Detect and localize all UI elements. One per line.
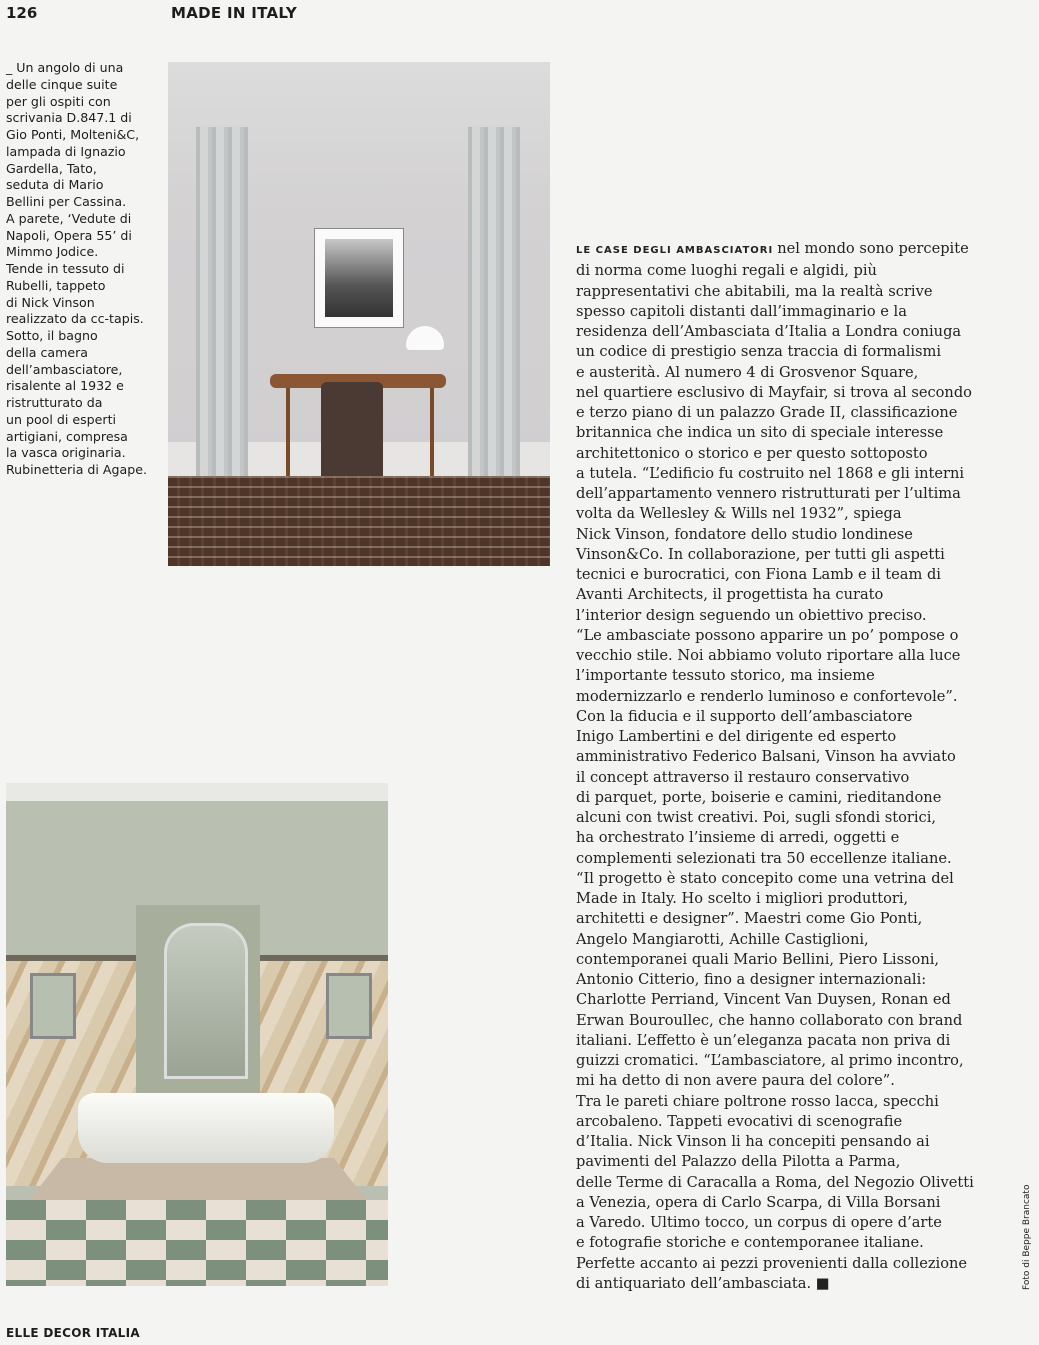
caption-line: risalente al 1932 e: [6, 378, 124, 394]
article-line: [576, 788, 976, 808]
article-line-text: delle Terme di Caracalla a Roma, del Negozio Olivetti: [576, 1173, 974, 1191]
article-line-text: vecchio stile. Noi abbiamo voluto riportare alla luce: [576, 647, 961, 664]
article-line-text: britannica che indica un sito di speciale interesse: [576, 424, 944, 442]
caption-line: per gli ospiti con: [6, 93, 111, 109]
ceiling: [6, 783, 388, 801]
article-line-text: Vinson&Co. In collaborazione, per tutti gli aspetti: [576, 545, 945, 563]
article-line-text: di parquet, porte, boiserie e camini, rieditandone: [576, 788, 942, 806]
article-line-text: residenza dell’Ambasciata d’Italia a Londra coniuga: [576, 323, 962, 340]
caption-line: seduta di Mario: [6, 177, 104, 193]
article-line-text: Erwan Bouroullec, che hanno collaborato con brand: [576, 1011, 963, 1029]
caption-line: artigiani, compresa: [6, 428, 128, 444]
caption-line: dell’ambasciatore,: [6, 361, 123, 377]
photo-ambassador-bathroom: [6, 783, 388, 1286]
rug: [168, 476, 550, 566]
tub-plinth: [28, 1158, 368, 1202]
caption-line: la vasca originaria.: [6, 445, 126, 461]
magazine-footer: ELLE DECOR ITALIA: [6, 1326, 140, 1340]
article-line: [576, 302, 976, 322]
article-line-text: italiani. L’effetto è un’eleganza pacata non priva di: [576, 1031, 951, 1049]
page-number: 126: [6, 4, 38, 22]
caption-line: Sotto, il bagno: [6, 328, 98, 343]
article-line: [576, 889, 976, 909]
article-line: [576, 1132, 976, 1152]
article-line-text: architetti e designer”. Maestri come Gio Ponti,: [576, 910, 923, 928]
article-line-text: architettonico o storico e per questo sottoposto: [576, 444, 928, 462]
article-line-text: “Il progetto è stato concepito come una vetrina del: [576, 869, 954, 887]
caption-line: delle cinque suite: [6, 76, 118, 92]
article-line-text: a tutela. “L’edificio fu costruito nel 1868 e gli interni: [576, 464, 965, 482]
caption-line: Mimmo Jodice.: [6, 244, 99, 260]
article-line: [576, 1071, 976, 1091]
article-line-text: Charlotte Perriand, Vincent Van Duysen, Ronan ed: [576, 991, 951, 1009]
article-line-text: “Le ambasciate possono apparire un po’ pompose o: [576, 626, 959, 644]
article-line-text: dell’appartamento vennero ristrutturati per l’ultima: [576, 485, 961, 502]
article-line: [576, 808, 976, 828]
article-line-text: l’interior design seguendo un obiettivo preciso.: [576, 606, 927, 624]
article-line: [576, 1193, 976, 1213]
checkered-floor: [6, 1200, 388, 1286]
photo-credit: Foto di Beppe Brancato: [1022, 1184, 1032, 1290]
article-line: [576, 464, 976, 484]
article-line: [576, 525, 976, 545]
article-line-text: di norma come luoghi regali e algidi, più: [576, 262, 877, 280]
article-line: [576, 342, 976, 362]
article-line: [576, 1213, 976, 1233]
article-line-text: Angelo Mangiarotti, Achille Castiglioni,: [576, 930, 869, 948]
article-line: [576, 869, 976, 889]
article-line: [576, 727, 976, 747]
article-line: [576, 322, 976, 342]
side-mirror: [30, 973, 76, 1039]
article-line-text: nel mondo sono percepite: [777, 240, 969, 257]
side-mirror: [326, 973, 372, 1039]
article-line: [576, 909, 976, 929]
article-line: [576, 565, 976, 585]
article-line-text: complementi selezionati tra 50 eccellenze italiane.: [576, 849, 952, 867]
article-line: [576, 950, 976, 970]
caption-line: realizzato da cc-tapis.: [6, 311, 144, 327]
caption-line: A parete, ‘Vedute di: [6, 210, 132, 226]
article-line: [576, 747, 976, 767]
article-line-text: modernizzarlo e renderlo luminoso e confortevole”.: [576, 687, 958, 705]
article-line: [576, 444, 976, 464]
article-line-text: volta da Wellesley & Wills nel 1932”, spiega: [576, 505, 902, 523]
article-line-text: a Venezia, opera di Carlo Scarpa, di Villa Borsani: [576, 1193, 941, 1211]
article-line: [576, 707, 976, 727]
article-line: [576, 1051, 976, 1071]
article-line-text: e austerità. Al numero 4 di Grosvenor Square,: [576, 363, 919, 381]
article-line-text: alcuni con twist creativi. Poi, sugli sfondi storici,: [576, 809, 937, 826]
article-line-text: Inigo Lambertini e del dirigente ed esperto: [576, 728, 897, 745]
table-lamp: [406, 326, 444, 350]
photo-guest-suite-desk: [168, 62, 550, 566]
article-line: [576, 1152, 976, 1172]
article-line: [576, 930, 976, 950]
article-line-text: Tra le pareti chiare poltrone rosso lacca, specchi: [576, 1092, 939, 1110]
article-line-text: mi ha detto di non avere paura del colore”.: [576, 1072, 895, 1090]
photo-caption: [6, 60, 166, 479]
article-line: [576, 423, 976, 443]
bathtub: [78, 1093, 334, 1163]
article-line-text: Con la fiducia e il supporto dell’ambasciatore: [576, 707, 913, 725]
article-line-text: Nick Vinson, fondatore dello studio londinese: [576, 525, 913, 543]
article-line-text: pavimenti del Palazzo della Pilotta a Parma,: [576, 1153, 901, 1171]
caption-line: un pool di esperti: [6, 411, 117, 427]
article-line: [576, 646, 976, 666]
article-line: [576, 363, 976, 383]
article-line-text: Perfette accanto ai pezzi provenienti dalla collezione: [576, 1254, 968, 1272]
article-line-text: spesso capitoli distanti dall’immaginario e la: [576, 302, 907, 320]
article-line: [576, 687, 976, 707]
article-line: [576, 1274, 976, 1294]
article-lead-in: LE CASE DEGLI AMBASCIATORI: [576, 245, 774, 256]
article-line: [576, 1233, 976, 1253]
caption-line: Bellini per Cassina.: [6, 194, 127, 209]
caption-line: di Nick Vinson: [6, 294, 95, 310]
caption-line: Rubelli, tappeto: [6, 277, 106, 293]
article-body: [576, 239, 976, 1294]
article-line: [576, 1112, 976, 1132]
article-line-text: e fotografie storiche e contemporanee italiane.: [576, 1234, 924, 1252]
article-line: [576, 606, 976, 626]
article-line-text: a Varedo. Ultimo tocco, un corpus di opere d’arte: [576, 1214, 942, 1231]
article-line: [576, 768, 976, 788]
caption-line: _ Un angolo di una: [6, 60, 124, 75]
caption-line: della camera: [6, 344, 89, 360]
section-title: MADE IN ITALY: [171, 4, 298, 22]
article-line: [576, 849, 976, 869]
caption-line: Rubinetteria di Agape.: [6, 462, 147, 477]
article-line-text: rappresentativi che abitabili, ma la realtà scrive: [576, 282, 933, 300]
article-line: [576, 239, 976, 261]
curtain-right: [468, 127, 520, 517]
article-line: [576, 1092, 976, 1112]
article-line: [576, 828, 976, 848]
article-line: [576, 666, 976, 686]
article-line: [576, 504, 976, 524]
article-line: [576, 970, 976, 990]
article-line: [576, 403, 976, 423]
article-line: [576, 484, 976, 504]
article-line-text: il concept attraverso il restauro conservativo: [576, 768, 910, 786]
article-line-text: ha orchestrato l’insieme di arredi, oggetti e: [576, 829, 900, 847]
article-line-text: Avanti Architects, il progettista ha curato: [576, 586, 884, 604]
caption-line: scrivania D.847.1 di: [6, 110, 132, 126]
article-line: [576, 1254, 976, 1274]
article-line: [576, 1031, 976, 1051]
article-line-text: d’Italia. Nick Vinson li ha concepiti pensando ai: [576, 1133, 930, 1150]
article-line: [576, 990, 976, 1010]
article-line: [576, 1173, 976, 1193]
article-line-text: e terzo piano di un palazzo Grade II, classificazione: [576, 404, 958, 421]
article-line: [576, 261, 976, 281]
article-line: [576, 585, 976, 605]
caption-line: Gio Ponti, Molteni&C,: [6, 127, 140, 142]
article-line-text: nel quartiere esclusivo di Mayfair, si trova al secondo: [576, 383, 972, 401]
article-line-text: Antonio Citterio, fino a designer internazionali:: [576, 971, 927, 988]
article-line-text: amministrativo Federico Balsani, Vinson ha avviato: [576, 748, 956, 766]
article-line-text: l’importante tessuto storico, ma insieme: [576, 667, 875, 685]
framed-photograph: [314, 228, 404, 328]
caption-line: Gardella, Tato,: [6, 160, 97, 176]
article-line-text: arcobaleno. Tappeti evocativi di scenografie: [576, 1112, 903, 1130]
caption-line: Napoli, Opera 55’ di: [6, 227, 132, 243]
article-line: [576, 1011, 976, 1031]
caption-line: ristrutturato da: [6, 395, 103, 410]
curtain-left: [196, 127, 248, 517]
article-line-text: guizzi cromatici. “L’ambasciatore, al primo incontro,: [576, 1052, 964, 1069]
article-line-text: Made in Italy. Ho scelto i migliori produttori,: [576, 890, 909, 907]
article-line: [576, 383, 976, 403]
caption-line: Tende in tessuto di: [6, 261, 125, 276]
caption-line: lampada di Ignazio: [6, 143, 126, 159]
article-line-text: di antiquariato dell’ambasciata. ■: [576, 1274, 830, 1292]
article-line-text: contemporanei quali Mario Bellini, Piero Lissoni,: [576, 950, 940, 968]
mirror: [164, 923, 248, 1079]
article-line: [576, 545, 976, 565]
article-line: [576, 282, 976, 302]
article-line: [576, 626, 976, 646]
article-line-text: tecnici e burocratici, con Fiona Lamb e il team di: [576, 566, 941, 583]
article-line-text: un codice di prestigio senza traccia di formalismi: [576, 343, 942, 361]
